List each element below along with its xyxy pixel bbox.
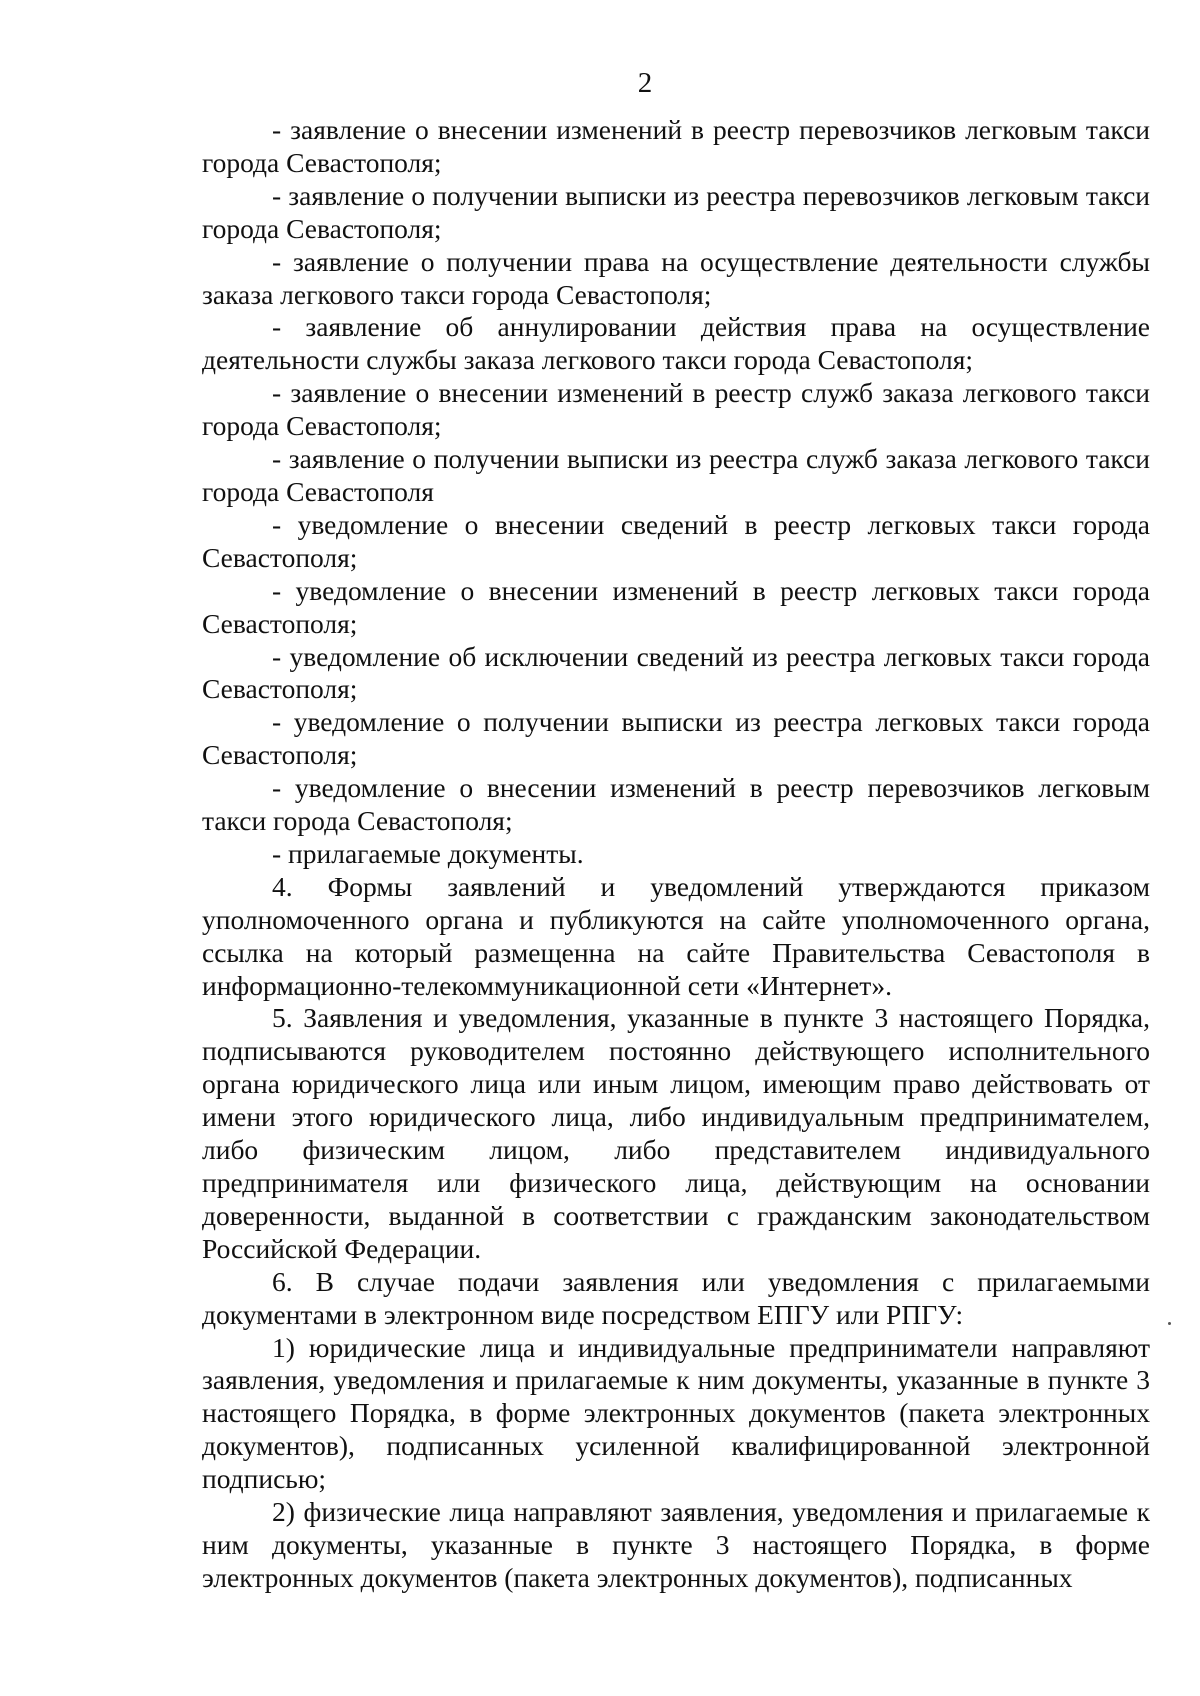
clause-6: 6. В случае подачи заявления или уведомления с прилагаемыми документами в электронном виде посредством ЕПГУ или РПГУ:	[202, 1265, 1150, 1330]
list-item: - уведомление о внесении сведений в реестр легковых такси города Севастополя;	[202, 508, 1150, 573]
page-number: 2	[637, 67, 653, 99]
list-item: - заявление о получении выписки из реестра служб заказа легкового такси города Севастополя	[202, 443, 1150, 507]
list-item: - уведомление о внесении изменений в реестр перевозчиков легковым такси города Севастополя;	[202, 772, 1150, 837]
subclause-2: 2) физические лица направляют заявления, уведомления и прилагаемые к ним документы, указанные в пункте 3 настоящего Порядка, в форме электронных документов (пакета электронных документов), подписанных	[202, 1496, 1150, 1593]
list-item: - заявление о получении выписки из реестра перевозчиков легковым такси города Севастополя;	[202, 179, 1150, 244]
list-item: - уведомление о получении выписки из реестра легковых такси города Севастополя;	[202, 706, 1150, 771]
list-item: - заявление об аннулировании действия права на осуществление деятельности службы заказа легкового такси города Севастополя;	[202, 311, 1150, 376]
list-item: - заявление о внесении изменений в реестр служб заказа легкового такси города Севастополя;	[202, 377, 1150, 442]
subclause-1: 1) юридические лица и индивидуальные предприниматели направляют заявления, уведомления и прилагаемые к ним документы, указанные в пункте 3 настоящего Порядка, в форме электронных документов (пакета электронных документов), подписанных усиленной квалифицированной электронной подписью;	[202, 1331, 1150, 1495]
list-item: - прилагаемые документы.	[272, 837, 584, 869]
list-item: - заявление о получении права на осуществление деятельности службы заказа легкового такси города Севастополя;	[202, 245, 1150, 310]
document-body	[202, 114, 1150, 1595]
list-item: - уведомление об исключении сведений из реестра легковых такси города Севастополя;	[202, 640, 1150, 705]
scan-speck	[1168, 1322, 1171, 1325]
clause-5: 5. Заявления и уведомления, указанные в пункте 3 настоящего Порядка, подписываются руководителем постоянно действующего исполнительного органа юридического лица или иным лицом, имеющим право действовать от имени этого юридического лица, либо индивидуальным предпринимателем, либо физическим лицом, либо представителем индивидуального предпринимателя или физического лица, действующим на основании доверенности, выданной в соответствии с гражданским законодательством Российской Федерации.	[202, 1002, 1150, 1264]
list-item: - заявление о внесении изменений в реестр перевозчиков легковым такси города Севастополя;	[202, 114, 1150, 178]
clause-4: 4. Формы заявлений и уведомлений утверждаются приказом уполномоченного органа и публикуются на сайте уполномоченного органа, ссылка на который размещенна на сайте Правительства Севастополя в информационно-телекоммуникационной сети «Интернет».	[202, 870, 1150, 1001]
list-item: - уведомление о внесении изменений в реестр легковых такси города Севастополя;	[202, 574, 1150, 639]
